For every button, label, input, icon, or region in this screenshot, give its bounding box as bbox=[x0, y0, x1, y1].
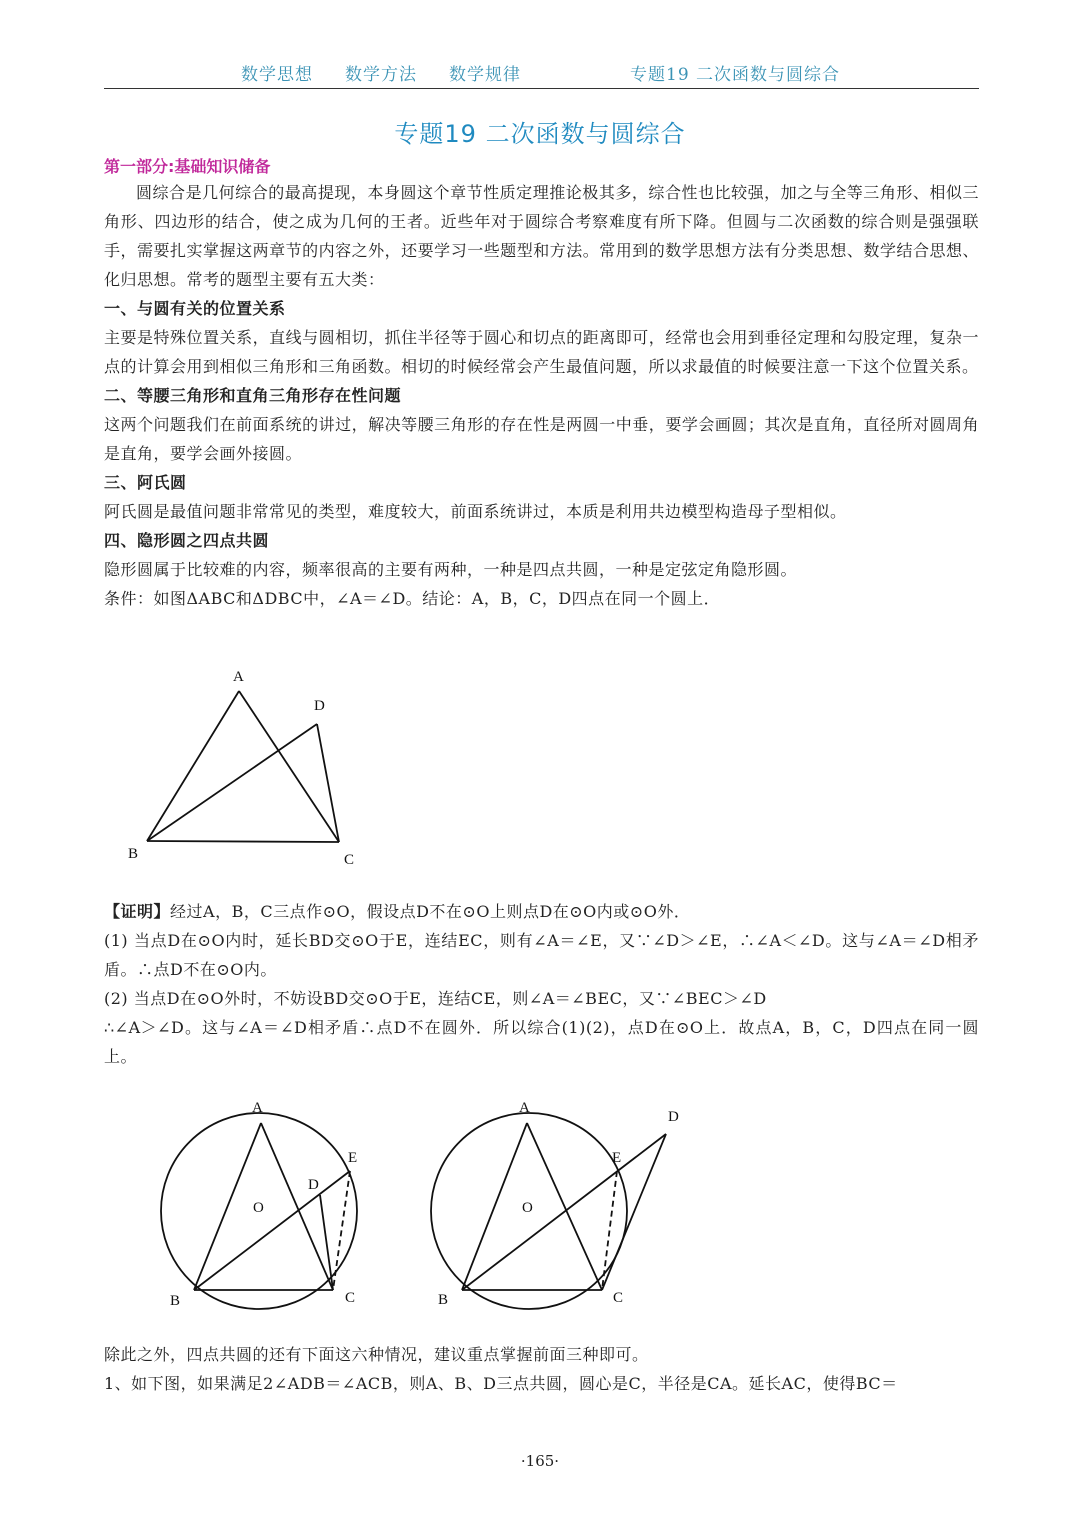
segment-AB bbox=[147, 691, 239, 841]
condition-text: 条件：如图ΔABC和ΔDBC中，∠A＝∠D。结论：A，B，C，D四点在同一个圆上． bbox=[104, 589, 721, 608]
label-B: B bbox=[128, 846, 139, 862]
label-E: E bbox=[348, 1150, 358, 1166]
header-topic: 专题19 二次函数与圆综合 bbox=[630, 65, 841, 85]
header-item-rule: 数学规律 bbox=[449, 65, 521, 85]
label-C: C bbox=[344, 852, 355, 868]
intro-paragraph: 圆综合是几何综合的最高提现，本身圆这个章节性质定理推论极其多，综合性也比较强，加之与全等三角形、相似三角形、四边形的结合，使之成为几何的王者。近些年对于圆综合考察难度有所下降。但圆与二次函数的综合则是强强联手，需要扎实掌握这两章节的内容之外，还要学习一些题型和方法。常用到的数学思想方法有分类思想、数学结合思想、化归思想。常考的题型主要有五大类： bbox=[104, 183, 979, 289]
proof-case-2b: ∴∠A＞∠D。这与∠A＝∠D相矛盾∴点D不在圆外．所以综合(1)(2)，点D在⊙O上．故点A，B，C，D四点在同一圆上。 bbox=[104, 1018, 979, 1066]
figure-D-outside bbox=[430, 1090, 700, 1315]
label-D: D bbox=[668, 1109, 679, 1125]
section-text-3: 阿氏圆是最值问题非常常见的类型，难度较大，前面系统讲过，本质是利用共边模型构造母子型相似。 bbox=[104, 502, 847, 521]
proof-label: 【证明】 bbox=[104, 902, 171, 921]
label-A: A bbox=[233, 669, 244, 685]
figure-triangles bbox=[110, 660, 380, 875]
page-header bbox=[104, 58, 979, 89]
section-text-4: 隐形圆属于比较难的内容，频率很高的主要有两种，一种是四点共圆，一种是定弦定角隐形圆。 bbox=[104, 560, 798, 579]
body-lower bbox=[104, 1340, 979, 1398]
label-D: D bbox=[314, 698, 325, 714]
section-heading-1: 一、与圆有关的位置关系 bbox=[104, 299, 286, 318]
label-E: E bbox=[612, 1150, 622, 1166]
segment-BC bbox=[147, 841, 339, 842]
section-heading-3: 三、阿氏圆 bbox=[104, 473, 187, 492]
label-O: O bbox=[253, 1200, 264, 1216]
item-1-text: 1、如下图，如果满足2∠ADB＝∠ACB，则A、B、D三点共圆，圆心是C，半径是CA。延长AC，使得BC＝ bbox=[104, 1374, 898, 1393]
proof-block bbox=[104, 897, 979, 1071]
after-text: 除此之外，四点共圆的还有下面这六种情况，建议重点掌握前面三种即可。 bbox=[104, 1345, 649, 1364]
label-B: B bbox=[438, 1292, 449, 1308]
proof-intro: 经过A，B，C三点作⊙O，假设点D不在⊙O上则点D在⊙O内或⊙O外． bbox=[170, 902, 691, 921]
section-text-1: 主要是特殊位置关系，直线与圆相切，抓住半径等于圆心和切点的距离即可，经常也会用到垂径定理和勾股定理，复杂一点的计算会用到相似三角形和三角函数。相切的时候经常会产生最值问题，所以求最值的时候要注意一下这个位置关系。 bbox=[104, 328, 979, 376]
header-item-method: 数学方法 bbox=[345, 65, 417, 85]
page-number: ·165· bbox=[520, 1452, 560, 1470]
section-heading-4: 四、隐形圆之四点共圆 bbox=[104, 531, 270, 550]
proof-case-1: (1) 当点D在⊙O内时，延长BD交⊙O于E，连结EC，则有∠A＝∠E，又∵∠D＞∠E，∴∠A＜∠D。这与∠A＝∠D相矛盾。∴点D不在⊙O内。 bbox=[104, 931, 979, 979]
label-A: A bbox=[519, 1100, 530, 1116]
section-heading-2: 二、等腰三角形和直角三角形存在性问题 bbox=[104, 386, 402, 405]
label-B: B bbox=[170, 1293, 181, 1309]
segment-AC bbox=[527, 1123, 602, 1290]
proof-case-2a: (2) 当点D在⊙O外时，不妨设BD交⊙O于E，连结CE，则∠A＝∠BEC，又∵∠BEC＞∠D bbox=[104, 989, 767, 1008]
section-text-2: 这两个问题我们在前面系统的讲过，解决等腰三角形的存在性是两圆一中垂，要学会画圆；其次是直角，直径所对圆周角是直角，要学会画外接圆。 bbox=[104, 415, 979, 463]
body-upper bbox=[104, 178, 979, 613]
label-D: D bbox=[308, 1177, 319, 1193]
header-item-thinking: 数学思想 bbox=[241, 65, 313, 85]
page-title: 专题19 二次函数与圆综合 bbox=[394, 120, 686, 148]
label-C: C bbox=[613, 1290, 624, 1306]
part-heading: 第一部分:基础知识储备 bbox=[104, 157, 271, 176]
figure-D-inside bbox=[160, 1090, 380, 1315]
proof-line-0 bbox=[104, 897, 979, 926]
label-A: A bbox=[252, 1100, 263, 1116]
label-C: C bbox=[345, 1290, 356, 1306]
segment-EC bbox=[333, 1171, 350, 1290]
label-O: O bbox=[522, 1200, 533, 1216]
segment-BD bbox=[147, 724, 317, 841]
